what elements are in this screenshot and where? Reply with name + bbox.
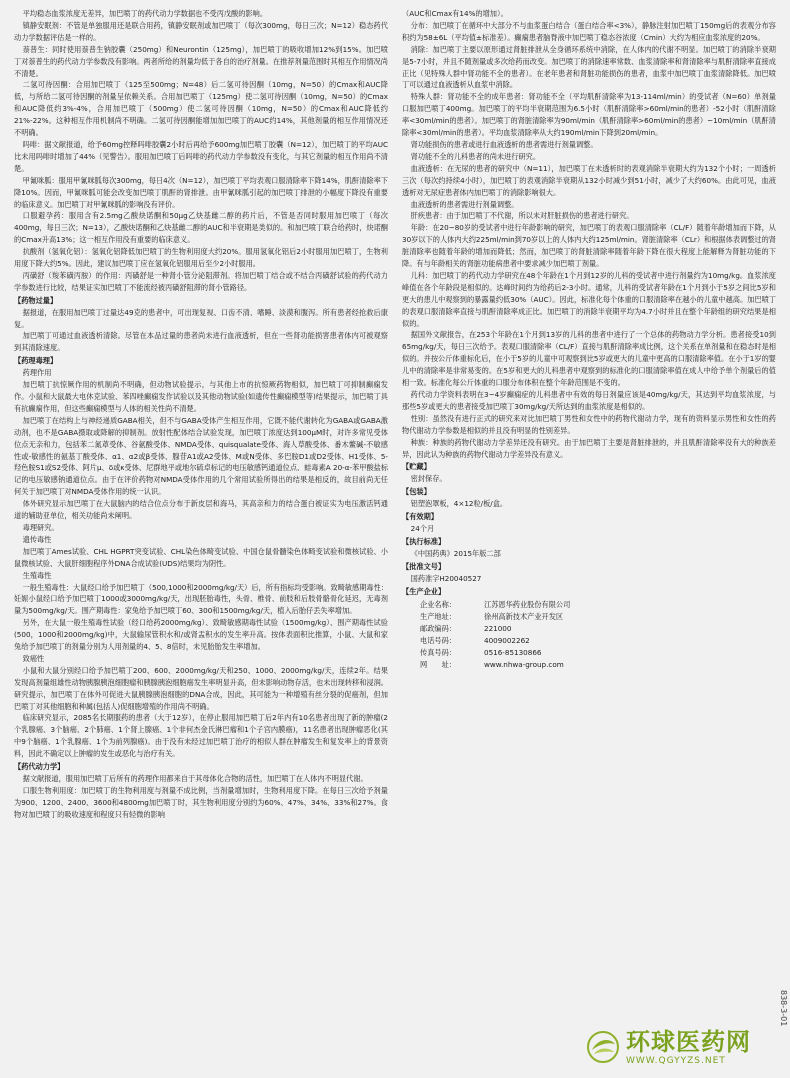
paragraph: （AUC和Cmax有14%的增加）。 (402, 9, 508, 18)
manufacturer-row (402, 659, 776, 671)
section-heading: 【有效期】 (402, 512, 438, 522)
page-marker: 838-3-01 (779, 990, 788, 1027)
manufacturer-row (402, 611, 776, 623)
paragraph: 毒理研究。 (22, 522, 59, 532)
section-heading: 【药物过量】 (14, 295, 58, 305)
paragraph: 体外研究显示加巴喷丁在大鼠脑内的结合位点分布于新皮层和海马，其高亲和力的结合蛋白被证实为电压激活钙通道的辅助亚单位，相关功能尚未阐明。 (14, 499, 388, 521)
paragraph: 血液透析：在无尿的患者的研究中（N=11），加巴喷丁在未透析时的表观消除半衰期大约为132个小时；一周透析三次（每次约持续4小时），加巴喷丁的表观消除半衰期从132小时减少到51小时，减少了大约60%。由此可见，血液透析对无尿症患者体内加巴喷丁的消除影响很大。 (402, 163, 776, 197)
paragraph: 消除：加巴喷丁主要以原形通过肾脏排泄从全身循环系统中消除，在人体内的代谢不明显。加巴喷丁的消除半衰期是5-7小时，并且不随剂量或多次给药而改变。加巴喷丁的消除速率常数、血浆清除率和肾清除率与肌酐清除率直接成正比（见特殊人群中肾功能不全的患者）。在老年患者和肾脏功能损伤的患者，血浆中加巴喷丁血浆清除降低。加巴喷丁可以通过血液透析从血浆中消除。 (402, 44, 776, 90)
manufacturer-field-value: 0516-85130866 (484, 648, 542, 658)
paragraph: 肝疾患者：由于加巴喷丁不代谢，所以未对肝脏损伤的患者进行研究。 (410, 211, 634, 221)
manufacturer-row (402, 635, 776, 647)
manufacturer-field-label: 电话号码： (420, 636, 456, 646)
manufacturer-field-value: www.nhwa-group.com (484, 659, 564, 669)
paragraph: 密封保存。 (410, 474, 447, 484)
paragraph: 国药准字H20040527 (410, 573, 482, 583)
paragraph: 种族：种族的药物代谢动力学差异还没有研究。由于加巴喷丁主要是肾脏排泄的，并且肌酐清除率没有大的种族差异，因此认为种族的药物代谢动力学差异没有意义。 (402, 437, 776, 459)
watermark-brand-name: 环球医药网 (626, 1028, 751, 1056)
paragraph: 遗传毒性 (22, 534, 52, 544)
paragraph: 《中国药典》2015年版二部 (410, 548, 501, 558)
watermark-brand-url: WWW.QGYYZS.NET (626, 1056, 726, 1066)
paragraph: 加巴喷丁抗惊厥作用的机制尚不明确，但动物试验提示，与其他上市的抗惊厥药物相似，加巴喷丁可抑制癫痫发作。小鼠和大鼠最大电休克试验、苯四唑癫痫发作试验以及其他动物试验(如遗传性癫痫模型等)结果提示，加巴喷丁具有抗癫痫作用，但这些癫痫模型与人体的相关性尚不清楚。 (14, 380, 388, 413)
manufacturer-field-label: 邮政编码： (420, 624, 456, 634)
paragraph: 临床研究显示，2085名长期服药的患者（大于12岁），在停止服用加巴喷丁后2年内有10名患者出现了新的肿瘤(2个乳腺癌、3个脑癌、2个肺癌、1个肾上腺癌、1个非何杰金氏淋巴瘤和1个子宫内膜癌)，11名患者出现肿瘤恶化(其中9个脑癌、1个乳腺癌、1个为前列腺癌)。由于没有未经过加巴喷丁治疗的相似人群在肿瘤发生和复发率上的背景资料，因此不确定以上肿瘤的发生或恶化与治疗有关。 (14, 713, 388, 759)
paragraph: 分布：加巴喷丁在循环中大部分不与血浆蛋白结合（蛋白结合率<3%），静脉注射加巴喷丁150mg后的表观分布容积约为58±6L（平均值±标准差）。癫痫患者脑脊液中加巴喷丁稳态谷浓度（Cmin）大约为相应血浆浓度的20%。 (402, 20, 776, 42)
paragraph: 生殖毒性 (22, 570, 52, 580)
paragraph: 甲氰咪胍：服用甲氰咪胍每次300mg，每日4次（N=12），加巴喷丁平均表观口服清除率下降14%，肌酐清除率下降10%。因而，甲氰咪胍可能会改变加巴喷丁肌酐的肾排泄。由甲氰咪胍引起的加巴喷丁排泄的小幅度下降没有重要的临床意义。加巴喷丁对甲氰咪胍的影响没有评价。 (14, 175, 388, 209)
paragraph: 血液透析的患者需进行剂量调整。 (410, 199, 519, 209)
leaflet-page (14, 8, 776, 1070)
paragraph: 小鼠和大鼠分别经口给予加巴喷丁200、600、2000mg/kg/天和250、1000、2000mg/kg/天，连续2年。结果发现高剂量组雄性动物胰腺胰泡细胞瘤和胰腺胰泡细胞癌发生率明显升高，但未影响动物存活，也未出现转移和浸润。研究提示，加巴喷丁在体外可促进大鼠胰腺胰泡细胞的DNA合成，因此，其可能为一种增殖有丝分裂的促癌剂，但加巴喷丁对其他细胞和种属(包括人)促细胞增殖的作用尚不明确。 (14, 665, 388, 711)
manufacturer-field-label: 网 址： (420, 659, 456, 669)
right-column-body (402, 8, 776, 597)
manufacturer-field-value: 徐州高新技术产业开发区 (484, 612, 564, 622)
paragraph: 平均稳态血浆浓度无差异，加巴喷丁的药代动力学数据也不受丙戊酸的影响。 (22, 9, 268, 18)
globe-leaf-icon (586, 1030, 620, 1064)
paragraph: 丙磺舒（羧苯磺丙胺）的作用：丙磺舒是一种肾小管分泌阻滞剂。将加巴喷丁结合或不结合丙磺舒试验的药代动力学参数进行比较，结果证实加巴喷丁不能流经被丙磺舒阻滞的肾小管路径。 (14, 270, 388, 292)
manufacturer-field-value: 221000 (484, 624, 512, 634)
paragraph: 吗啡：据文献报道，给予60mg控释吗啡胶囊2小时后再给予600mg加巴喷丁胶囊（N=12），加巴喷丁的平均AUC比未用吗啡时增加了44%（见警告）。服用加巴喷丁后吗啡的药代动力学参数没有变化，与其它剂量的相互作用尚不清楚。 (14, 139, 388, 173)
paragraph: 据国外文献报告，在253个年龄在1个月到13岁的儿科的患者中进行了一个总体的药物动力学分析。患者接受10到65mg/kg/天，每日三次给予。表观口服清除率（CL/F）直接与肌酐清除率成比例，这个关系在单剂量和在稳态时是相似的。并按公斤体重标化后，在小于5岁的儿童中可观察到比5岁或更大的儿童中更高的口服清除率值。在小于1岁的婴儿中的清除率是非常易变的。在5岁和更大的儿科患者中观察到的标准化的口服清除率值在成人中给予单个剂量后的值相一致。标准化每公斤体重的口服分布体积在整个年龄范围是不变的。 (402, 330, 776, 388)
manufacturer-field-value: 4009002262 (484, 636, 530, 646)
paragraph: 另外，在大鼠一般生殖毒性试验（经口给药2000mg/kg）、致畸敏感期毒性试验（1500mg/kg）、围产期毒性试验(500，1000和2000mg/kg)中，大鼠输尿管积水和/或肾盂积水的发生率升高。按体表面积比推算，小鼠、大鼠和家兔给予加巴喷丁的剂量分别为人用剂量的4、5、8倍时，未见胎胎发生率增加。 (14, 618, 388, 652)
watermark-brand (626, 1028, 751, 1066)
paragraph: 特殊人群：肾功能不全的成年患者：肾功能不全（平均肌酐清除率为13-114ml/min）的受试者（N=60）单剂量口服加巴喷丁400mg。加巴喷丁的平均半衰期范围为6.5小时（肌酐清除率>60ml/min的患者）-52小时（肌酐清除率<30ml/min的患者）。加巴喷丁的肾脏清除率为90ml/min（肌酐清除率>60ml/min的患者）~10ml/min（肌酐清除率<30ml/min的患者）。平均血浆清除率从大约190ml/min下降到20ml/min。 (402, 92, 776, 138)
section-heading: 【批准文号】 (402, 561, 446, 571)
section-heading: 【包装】 (402, 487, 431, 497)
paragraph: 镇静安眠剂：不管是单独服用还是联合用药，镇静安眠剂或加巴喷丁（每次300mg，每日三次；N=12）稳态药代动力学数据评估是一样的。 (14, 20, 388, 42)
section-heading: 【药理毒理】 (14, 356, 58, 366)
paragraph: 据报道，在服用加巴喷丁过量达49克的患者中，可出现复视、口齿不清、嗜睡、淡漠和腹泻。所有患者经抢救后康复。 (14, 307, 388, 329)
paragraph: 萘普生：同时使用萘普生钠胶囊（250mg）和Neurontin（125mg），加巴喷丁的吸收增加12%到15%。加巴喷丁对萘普生的药代动力学参数没有影响。两者所给的剂量均低于各自的治疗剂量。在推荐剂量范围时其相互作用情况尚不清楚。 (14, 44, 388, 78)
paragraph: 据文献报道，服用加巴喷丁后所有的药理作用都来自于其母体化合物的活性，加巴喷丁在人体内不明显代谢。 (22, 774, 368, 783)
section-heading: 【生产企业】 (402, 586, 446, 596)
paragraph: 肾功能不全的儿科患者的尚未进行研究。 (410, 151, 541, 161)
paragraph: 一般生殖毒性：大鼠经口给予加巴喷丁（500,1000和2000mg/kg/天）后，所有指标均受影响。致畸敏感期毒性：妊娠小鼠经口给予加巴喷丁1000或3000mg/kg/天，出现胚胎毒性，头骨、椎骨、前肢和后肢骨骼骨化延迟，无毒剂量为500mg/kg/天。围产期毒性：家兔给予加巴喷丁60、300和1500mg/kg/天，植入后胎仔丢失率增加。 (14, 582, 388, 616)
left-column (14, 8, 388, 1070)
paragraph: 年龄：在20~80岁的受试者中进行年龄影响的研究，加巴喷丁的表观口服清除率（CL/F）随着年龄增加而下降，从30岁以下的人体内大约225ml/min到70岁以上的人体内大约125ml/min。肾脏清除率（CLr）和根据体表调整过的肾脏清除率也随着年龄的增加而降低；然而，加巴喷丁的肾脏清除率随着年龄下降在很大程度上能解释为肾脏功能的下降。有与年龄相关的肾脏功能病患者中要求减少加巴喷丁剂量。 (402, 223, 776, 269)
manufacturer-field-label: 企业名称： (420, 600, 456, 610)
section-heading: 【贮藏】 (402, 462, 431, 472)
section-heading: 【执行标准】 (402, 536, 446, 546)
paragraph: 致癌性 (22, 653, 45, 663)
paragraph: 抗酸剂（氢氧化铝）：氢氧化铝降低加巴喷丁的生物利用度大约20%。服用氢氧化铝后2小时服用加巴喷丁，生物利用度下降大约5%。因此，建议加巴喷丁应在氢氧化铝服用后至少2小时服用。 (14, 247, 388, 269)
manufacturer-field-value: 江苏恩华药业股份有限公司 (484, 600, 571, 610)
watermark-footer (586, 1022, 786, 1072)
paragraph: 药理作用 (22, 368, 52, 378)
paragraph: 铝塑泡罩板，4×12粒/板/盒。 (410, 499, 508, 509)
paragraph: 药代动力学资料表明在3~4岁癫痫症的儿科患者中有效的每日剂量应该是40mg/kg/天，其达到平均血浆浓度，与那些5岁或更大的患者接受加巴喷丁30mg/kg/天所达到的血浆浓度是相似的。 (402, 390, 776, 411)
manufacturer-row (402, 647, 776, 659)
paragraph: 加巴喷丁可通过血液透析清除。尽管在本品过量的患者尚未进行血液透析，但在一些肾功能损害患者体内可被观察到其清除速度。 (14, 331, 388, 353)
paragraph: 口服生物利用度：加巴喷丁的生物利用度与剂量不成比例，当剂量增加时，生物利用度下降。在每日三次给予剂量为900、1200、2400、3600和4800mg加巴喷丁时，其生物利用度分别约为60%、47%、34%、33%和27%。食物对加巴喷丁的吸收速度和程度只有轻微的影响 (14, 785, 388, 819)
paragraph: 二氢可待因酮：合用加巴喷丁（125至500mg；N=48）后二氢可待因酮（10mg，N=50）的Cmax和AUC降低，与所给二氢可待因酮的剂量呈依赖关系。合用加巴喷丁（125mg）使二氢可待因酮（10mg，N=50）的Cmax和AUC降低约3%-4%，合用加巴喷丁（500mg）使二氢可待因酮（10mg，N=50）的Cmax和AUC降低约21%-22%。这种相互作用机制尚不明确。二氢可待因酮能增加加巴喷丁的AUC约14%，其他剂量的相互作用情况还不明确。 (14, 80, 388, 138)
paragraph: 肾功能损伤的患者或进行血液透析的患者需进行剂量调整。 (410, 139, 598, 149)
manufacturer-info (402, 599, 776, 670)
paragraph: 性别：虽然没有进行正式的研究来对比加巴喷丁男性和女性中的药物代谢动力学，现有的资料显示男性和女性的药物代谢动力学参数是相似的并且没有明显的性别差异。 (402, 413, 776, 435)
paragraph: 加巴喷丁Ames试验、CHL HGPRT突变试验、CHL染色体畸变试验、中国仓鼠骨髓染色体畸变试验和微核试验、小鼠微核试验、大鼠肝细胞程序外DNA合成试验(UDS)结果均为阴性。 (14, 546, 388, 568)
right-column (402, 8, 776, 1070)
manufacturer-row (402, 599, 776, 611)
manufacturer-field-label: 生产地址： (420, 612, 456, 622)
paragraph: 儿科：加巴喷丁的药代动力学研究在48个年龄在1个月到12岁的儿科的受试者中进行剂量约为10mg/kg。血浆浓度峰值在各个年龄段是相似的。达峰时间约为给药后2-3小时。通常，儿科的受试者年龄在1个月到小于5岁之间比5岁和更大的患儿中观察到的暴露量约低30%（AUC）。因此，标准化每个体重的口服清除率在越小的儿童中越高。加巴喷丁的表观口服清除率直接与肌酐清除率成正比。加巴喷丁的消除半衰期平均为4.7小时并且在整个年龄组的研究结果是相似的。 (402, 270, 776, 328)
paragraph: 加巴喷丁在结构上与神经递质GABA相关，但不与GABA受体产生相互作用，它既不能代谢转化为GABA或GABA激动剂，也不是GABA摄取或降解的抑制剂。放射性配体结合试验发现，加巴喷丁浓度达到100μM时，对许多常见受体位点无亲和力，包括苯二氮䓬受体、谷氨酸受体、NMDA受体、quisqualate受体、海人草酸受体、番木鳖碱-不敏感性或-敏感性的氨基丁酸受体、α1、α2或β受体、腺苷A1或A2受体、M或N受体、多巴胺D1或D2受体、H1受体、5-羟色胺S1或S2受体、阿片μ、δ或κ受体、尼群地平或地尔硫卓标记的电压敏感钙通道位点、蛙毒素A 20-α-苯甲酸盐标记的电压敏感钠通道位点。由于在评价药物对NMDA受体作用的几个常用试验所得出的结果是相反的，故目前尚无任何关于加巴喷丁对NMDA受体作用的统一认识。 (14, 415, 388, 497)
paragraph: 24个月 (410, 523, 435, 533)
paragraph: 口服避孕药：服用含有2.5mg乙酸炔诺酮和50μg乙炔基雌二醇的药片后，不管是否同时服用加巴喷丁（每次400mg，每日三次；N=13），乙酸炔诺酮和乙炔基雌二醇的AUC和半衰期是类似的。和加巴喷丁联合给药时，炔诺酮的Cmax升高13%；这一相互作用没有重要的临床意义。 (14, 211, 388, 245)
manufacturer-row (402, 623, 776, 635)
manufacturer-field-label: 传真号码： (420, 648, 456, 658)
section-heading: 【药代动力学】 (14, 762, 65, 772)
